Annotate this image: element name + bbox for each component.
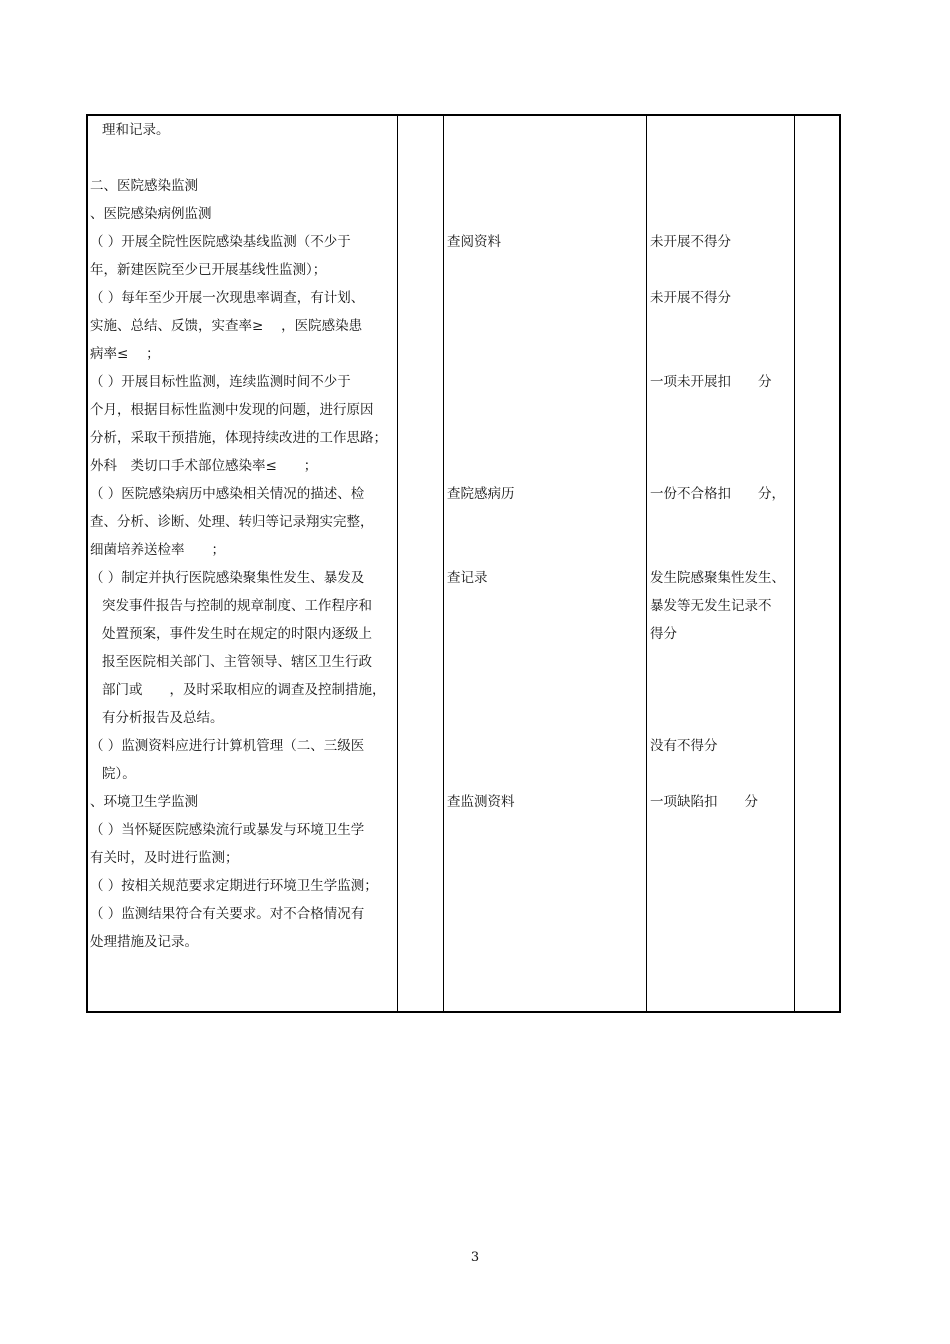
- deduction-cell: 一项未开展扣 分: [650, 374, 772, 390]
- content-line: （ ）监测结果符合有关要求。对不合格情况有: [90, 906, 365, 922]
- content-line: 处理措施及记录。: [90, 934, 198, 950]
- deduction-cell: 未开展不得分: [650, 290, 731, 306]
- method-cell: 查监测资料: [447, 794, 515, 810]
- content-line: （ ）开展目标性监测，连续监测时间不少于: [90, 374, 351, 390]
- content-line: 部门或 ，及时采取相应的调查及控制措施，: [102, 682, 386, 698]
- subsection-heading: 、医院感染病例监测: [90, 206, 212, 222]
- content-line: （ ）按相关规范要求定期进行环境卫生学监测；: [90, 878, 378, 894]
- content-line: 理和记录。: [102, 122, 170, 138]
- content-line: （ ）医院感染病历中感染相关情况的描述、检: [90, 486, 365, 502]
- column-divider: [646, 116, 647, 1011]
- column-divider: [443, 116, 444, 1011]
- content-line: （ ）开展全院性医院感染基线监测（不少于: [90, 234, 351, 250]
- deduction-cell: 暴发等无发生记录不: [650, 598, 772, 614]
- evaluation-table: [86, 114, 841, 1013]
- content-line: 查、分析、诊断、处理、转归等记录翔实完整，: [90, 514, 374, 530]
- content-line: 有关时，及时进行监测；: [90, 850, 239, 866]
- method-cell: 查院感病历: [447, 486, 515, 502]
- column-divider: [794, 116, 795, 1011]
- content-line: 年，新建医院至少已开展基线性监测）；: [90, 262, 327, 278]
- content-line: （ ）监测资料应进行计算机管理（二、三级医: [90, 738, 365, 754]
- method-cell: 查记录: [447, 570, 488, 586]
- content-line: 院）。: [102, 766, 136, 782]
- content-line: 报至医院相关部门、主管领导、辖区卫生行政: [102, 654, 372, 670]
- content-line: 处置预案，事件发生时在规定的时限内逐级上: [102, 626, 372, 642]
- content-line: 突发事件报告与控制的规章制度、工作程序和: [102, 598, 372, 614]
- content-line: 实施、总结、反馈，实查率≥ ，医院感染患: [90, 318, 363, 334]
- content-line: 个月，根据目标性监测中发现的问题，进行原因: [90, 402, 374, 418]
- deduction-cell: 得分: [650, 626, 677, 642]
- content-line: （ ）当怀疑医院感染流行或暴发与环境卫生学: [90, 822, 365, 838]
- deduction-cell: 一份不合格扣 分，: [650, 486, 785, 502]
- content-line: 有分析报告及总结。: [102, 710, 224, 726]
- content-line: （ ）制定并执行医院感染聚集性发生、暴发及: [90, 570, 365, 586]
- page-number: 3: [470, 1250, 480, 1265]
- content-line: 分析，采取干预措施，体现持续改进的工作思路；: [90, 430, 387, 446]
- content-line: 病率≤ ；: [90, 346, 160, 362]
- method-cell: 查阅资料: [447, 234, 501, 250]
- content-line: 细菌培养送检率 ；: [90, 542, 225, 558]
- content-line: 外科 类切口手术部位感染率≤ ；: [90, 458, 318, 474]
- deduction-cell: 未开展不得分: [650, 234, 731, 250]
- subsection-heading: 、环境卫生学监测: [90, 794, 198, 810]
- column-divider: [397, 116, 398, 1011]
- deduction-cell: 一项缺陷扣 分: [650, 794, 758, 810]
- section-heading: 二、医院感染监测: [90, 178, 198, 194]
- deduction-cell: 发生院感聚集性发生、: [650, 570, 785, 586]
- deduction-cell: 没有不得分: [650, 738, 718, 754]
- content-line: （ ）每年至少开展一次现患率调查，有计划、: [90, 290, 365, 306]
